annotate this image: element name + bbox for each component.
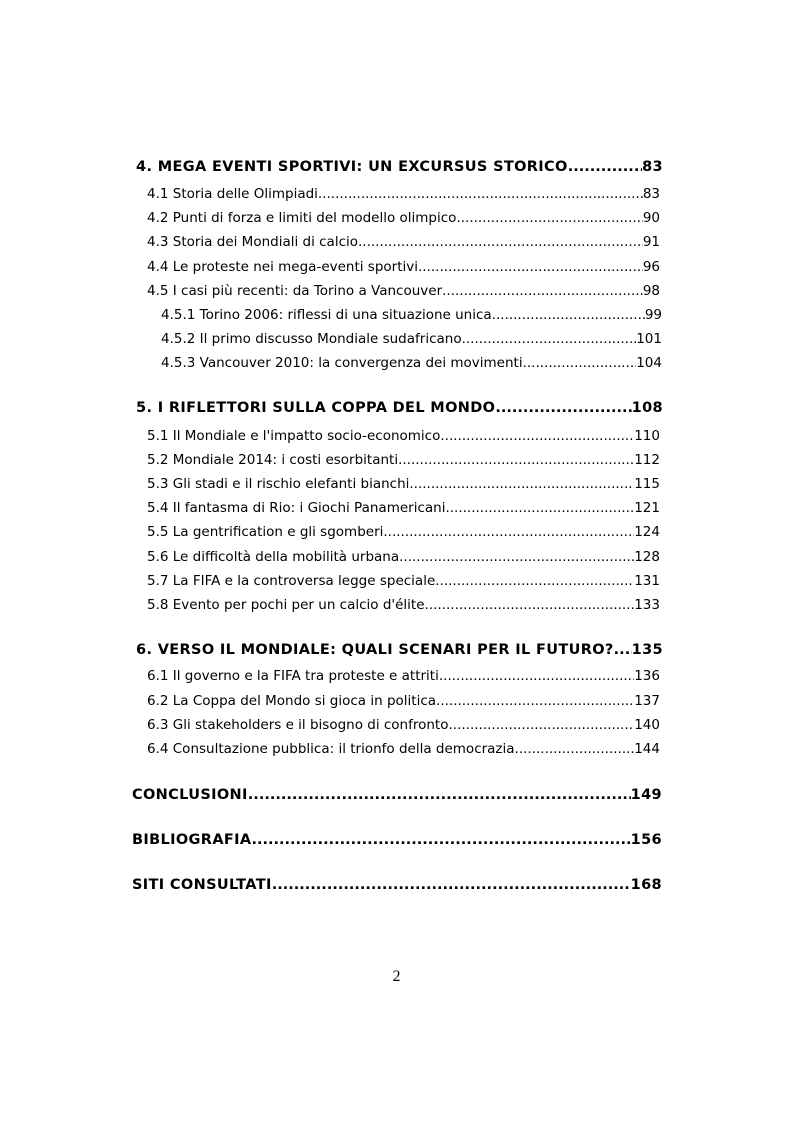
toc-section-6-3[interactable]	[147, 715, 660, 735]
section-page: 137	[634, 693, 660, 709]
dot-leader	[614, 640, 632, 660]
section-page: 121	[634, 500, 660, 516]
dot-leader	[442, 281, 643, 301]
toc-section-4-4[interactable]	[147, 257, 660, 277]
section-title: 4.5 I casi più recenti: da Torino a Vancouver	[147, 283, 443, 299]
toc-section-6-1[interactable]	[147, 666, 660, 686]
dot-leader	[436, 691, 634, 711]
section-page: 136	[634, 668, 660, 684]
dot-leader	[425, 595, 635, 615]
section-title: 5.8 Evento per pochi per un calcio d'élite	[147, 597, 425, 613]
dot-leader	[418, 257, 643, 277]
toc-section-5-8[interactable]	[147, 595, 660, 615]
section-page: 98	[642, 283, 660, 299]
dot-leader	[523, 353, 637, 373]
chapter-title: 6. VERSO IL MONDIALE: QUALI SCENARI PER IL FUTURO?	[136, 642, 614, 658]
toc-section-5-3[interactable]	[147, 474, 660, 494]
subsection-page: 101	[636, 331, 662, 347]
toc-section-4-1[interactable]	[147, 184, 660, 204]
toc-section-5-7[interactable]	[147, 571, 660, 591]
section-title: 5.4 Il fantasma di Rio: i Giochi Panamericani	[147, 500, 446, 516]
toc-conclusioni[interactable]	[132, 785, 662, 805]
section-title: 4.4 Le proteste nei mega-eventi sportivi	[147, 259, 419, 275]
section-page: 110	[634, 428, 660, 444]
chapter-page: 135	[631, 642, 663, 658]
section-title: 5.2 Mondiale 2014: i costi esorbitanti	[147, 452, 399, 468]
section-title: 4.3 Storia dei Mondiali di calcio	[147, 234, 359, 250]
dot-leader	[398, 450, 634, 470]
toc-section-4-2[interactable]	[147, 208, 660, 228]
section-page: 91	[642, 234, 660, 250]
section-title: 4.2 Punti di forza e limiti del modello olimpico	[147, 210, 457, 226]
toc-chapter-4[interactable]	[136, 157, 663, 177]
dot-leader	[495, 398, 631, 418]
backmatter-title: CONCLUSIONI	[132, 787, 248, 803]
dot-leader	[409, 474, 634, 494]
toc-section-5-2[interactable]	[147, 450, 660, 470]
section-page: 96	[642, 259, 660, 275]
dot-leader	[462, 329, 637, 349]
backmatter-title: BIBLIOGRAFIA	[132, 832, 252, 848]
subsection-page: 99	[644, 307, 662, 323]
toc-section-4-3[interactable]	[147, 232, 660, 252]
section-title: 5.1 Il Mondiale e l'impatto socio-economico	[147, 428, 441, 444]
section-page: 90	[642, 210, 660, 226]
dot-leader	[435, 571, 634, 591]
chapter-page: 83	[642, 159, 663, 175]
dot-leader	[383, 522, 634, 542]
subsection-title: 4.5.1 Torino 2006: riflessi di una situazione unica	[161, 307, 492, 323]
dot-leader	[448, 715, 634, 735]
chapter-page: 108	[631, 400, 663, 416]
dot-leader	[251, 830, 630, 850]
chapter-title: 4. MEGA EVENTI SPORTIVI: UN EXCURSUS STORICO	[136, 159, 568, 175]
section-title: 5.3 Gli stadi e il rischio elefanti bianchi	[147, 476, 410, 492]
dot-leader	[399, 547, 634, 567]
subsection-page: 104	[636, 355, 662, 371]
toc-section-4-5[interactable]	[147, 281, 660, 301]
section-page: 131	[634, 573, 660, 589]
toc-section-5-1[interactable]	[147, 426, 660, 446]
section-page: 133	[634, 597, 660, 613]
section-title: 6.4 Consultazione pubblica: il trionfo della democrazia	[147, 741, 515, 757]
dot-leader	[358, 232, 643, 252]
dot-leader	[492, 305, 645, 325]
subsection-title: 4.5.3 Vancouver 2010: la convergenza dei movimenti	[161, 355, 523, 371]
dot-leader	[440, 426, 634, 446]
dot-leader	[439, 666, 634, 686]
toc-subsection-4-5-3[interactable]	[161, 353, 662, 373]
section-title: 5.6 Le difficoltà della mobilità urbana	[147, 549, 400, 565]
toc-siti-consultati[interactable]	[132, 875, 662, 895]
section-title: 4.1 Storia delle Olimpiadi	[147, 186, 318, 202]
dot-leader	[445, 498, 634, 518]
toc-bibliografia[interactable]	[132, 830, 662, 850]
dot-leader	[515, 739, 635, 759]
chapter-title: 5. I RIFLETTORI SULLA COPPA DEL MONDO	[136, 400, 496, 416]
toc-subsection-4-5-2[interactable]	[161, 329, 662, 349]
page-number: 2	[392, 968, 401, 985]
section-page: 112	[634, 452, 660, 468]
section-page: 83	[642, 186, 660, 202]
section-page: 128	[634, 549, 660, 565]
toc-chapter-6[interactable]	[136, 640, 663, 660]
subsection-title: 4.5.2 Il primo discusso Mondiale sudafricano	[161, 331, 462, 347]
dot-leader	[272, 875, 631, 895]
section-title: 6.1 Il governo e la FIFA tra proteste e attriti	[147, 668, 439, 684]
dot-leader	[568, 157, 642, 177]
toc-section-5-5[interactable]	[147, 522, 660, 542]
section-title: 5.5 La gentrification e gli sgomberi	[147, 524, 384, 540]
section-title: 5.7 La FIFA e la controversa legge speciale	[147, 573, 436, 589]
section-page: 140	[634, 717, 660, 733]
dot-leader	[318, 184, 643, 204]
toc-section-6-2[interactable]	[147, 691, 660, 711]
toc-section-6-4[interactable]	[147, 739, 660, 759]
backmatter-page: 168	[630, 877, 662, 893]
dot-leader	[248, 785, 631, 805]
toc-section-5-6[interactable]	[147, 547, 660, 567]
backmatter-page: 156	[630, 832, 662, 848]
section-page: 144	[634, 741, 660, 757]
toc-section-5-4[interactable]	[147, 498, 660, 518]
toc-chapter-5[interactable]	[136, 398, 663, 418]
backmatter-title: SITI CONSULTATI	[132, 877, 272, 893]
dot-leader	[456, 208, 642, 228]
section-page: 115	[634, 476, 660, 492]
section-title: 6.3 Gli stakeholders e il bisogno di confronto	[147, 717, 449, 733]
section-title: 6.2 La Coppa del Mondo si gioca in politica	[147, 693, 437, 709]
section-page: 124	[634, 524, 660, 540]
toc-subsection-4-5-1[interactable]	[161, 305, 662, 325]
backmatter-page: 149	[630, 787, 662, 803]
